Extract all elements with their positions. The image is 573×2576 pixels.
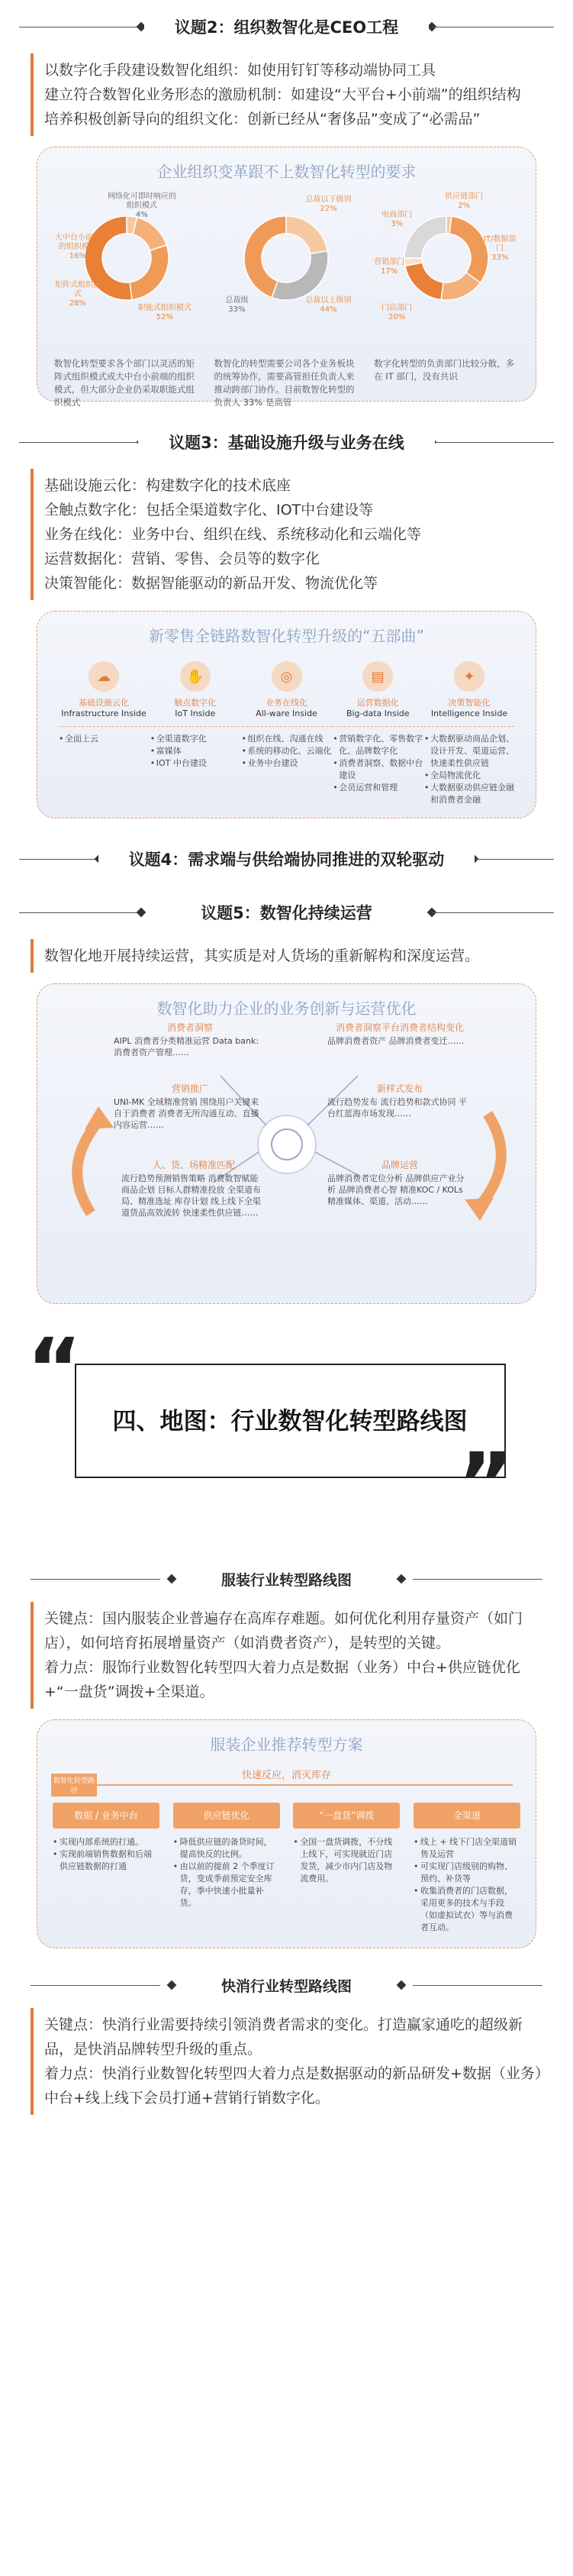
list-item: • 营销数字化、零售数字化、品牌数字化 (333, 733, 423, 757)
five-steps-card (37, 611, 536, 818)
step-label: 供应链优化 (173, 1803, 280, 1829)
ops-diagram-card (37, 983, 536, 1304)
list-item: • IOT 中台建设 (150, 757, 240, 770)
flow-step (414, 1803, 520, 1934)
pie-chart-2 (240, 212, 332, 304)
box-marketing (114, 1083, 266, 1131)
quote-open-icon: “ (27, 1320, 82, 1418)
quote-close-icon: ” (458, 1435, 513, 1532)
part4-quote (23, 1320, 550, 1533)
flow-step (293, 1803, 400, 1934)
pie-label (54, 234, 101, 261)
box-text: 品牌消费者定位分析 品牌供应产业分析 品牌消费者心智 精准KOC / KOLs 精准媒体、渠道、活动…… (327, 1173, 465, 1206)
apparel-title: 服装行业转型路线图 (191, 1569, 382, 1590)
pie-label-text: 电商部门 (381, 211, 413, 219)
chart-title: 新零售全链路数智化转型升级的“五部曲” (149, 627, 424, 645)
cycle-arrow-left (77, 1122, 98, 1213)
pie-label-text: 矩阵式组织模式 (54, 281, 101, 299)
divider (19, 859, 99, 860)
step-en: Big-data Inside (346, 709, 410, 718)
list-item: • 富媒体 (150, 745, 240, 757)
pie-1 (54, 189, 199, 357)
pie-slice (405, 263, 443, 300)
pie-value: 22% (320, 205, 337, 213)
pie-label (298, 195, 359, 214)
org-chart-card (37, 147, 536, 408)
apparel-header (0, 1556, 573, 1602)
pie-label-text: 总裁级 (225, 296, 249, 305)
box-consumer-insight (114, 1022, 266, 1058)
path-tag: 数智化转型路径 (51, 1774, 97, 1796)
step-en: All-ware Inside (256, 709, 317, 718)
pie-2 (214, 189, 359, 357)
box-consumer-platform (327, 1022, 472, 1047)
step-label: 全渠道 (414, 1803, 520, 1829)
pie-value: 28% (69, 299, 86, 308)
pie-desc-2: 数智化的转型需要公司各个业务板块的统筹协作，需要高管担任负责人来推动跨部门协作。目前数智化转型的负责人 33% 是高管 (214, 358, 355, 408)
pie-label (298, 296, 359, 315)
chart-title: 企业组织变革跟不上数智化转型的要求 (156, 163, 417, 181)
fmcg-header (0, 1962, 573, 2008)
pie-label (130, 304, 199, 322)
pie-desc-1: 数智化转型要求各个部门以灵活的矩阵式组织模式或大中台小前端的组织模式，但大部分企业仍采取职能式组织模式 (53, 358, 195, 408)
pie-label-text: 总裁以下级别 (305, 195, 352, 204)
list-item: • 系统的移动化、云端化 (242, 745, 332, 757)
pie-3 (374, 189, 519, 357)
pie-label (374, 304, 420, 322)
list-item: • 实现内部系统的打通。 (53, 1836, 159, 1848)
list-item: • 消费者洞察、数据中台建设 (333, 757, 423, 782)
list-item: • 实现前端销售数据和后端供应链数据的打通 (53, 1848, 159, 1873)
list-item: • 会员运营和管理 (333, 782, 423, 794)
pie-value: 52% (156, 313, 173, 321)
pie-slice (130, 245, 169, 300)
issue5-header (0, 886, 573, 939)
paragraph: 培养积极创新导向的组织文化：创新已经从“奢侈品”变成了“必需品” (44, 111, 481, 128)
online-icon: ◎ (272, 661, 302, 692)
pie-label (214, 296, 259, 315)
cycle-arrow-right (480, 1114, 501, 1206)
center-circle (258, 1115, 316, 1173)
box-text: 流行趋势预测销售策略 消费数智赋能商品企划 目标人群精准投放 全渠道布局、精准选址 库存计划 线上线下全渠道货品高效流转 快速柔性供应链…… (121, 1173, 261, 1218)
list-item: • 全国一盘货调拨，不分线上线下，可实现就近门店发货，减少市内门店及物流费用。 (293, 1836, 400, 1885)
paragraph: 着力点：服饰行业数智化转型四大着力点是数据（业务）中台+供应链优化+“一盘货”调拨+全渠道。 (44, 1659, 520, 1700)
pie-label-text: 网络化可即时响应的组织模式 (107, 192, 176, 210)
flow-step (53, 1803, 159, 1934)
box-title: 消费者洞察 (166, 1022, 213, 1033)
divider (19, 912, 141, 913)
issue5-body (31, 939, 558, 973)
pie-descriptions (37, 357, 536, 424)
arrow-head (85, 1106, 114, 1129)
part4-title: 四、地图：行业数智化转型路线图 (112, 1408, 468, 1435)
list-item: • 大数据驱动商品企划、设计开发、渠道运营、快速柔性供应链 (424, 733, 514, 770)
paragraph: 决策智能化：数据智能驱动的新品开发、物流优化等 (44, 575, 378, 592)
box-text: AIPL 消费者分类精准运营 Data bank: 消费者资产管理…… (114, 1036, 259, 1057)
chart-title: 数智化助力企业的业务创新与运营优化 (156, 999, 417, 1018)
box-title: 品牌运营 (381, 1160, 418, 1170)
chart-title: 服装企业推荐转型方案 (210, 1735, 363, 1754)
pie-value: 17% (381, 267, 398, 276)
divider (31, 1985, 160, 1986)
paragraph: 以数字化手段建设数智化组织：如使用钉钉等移动端协同工具 (44, 62, 436, 79)
pie-label-text: 职能式组织模式 (137, 304, 192, 312)
pie-row (37, 182, 536, 357)
data-icon: ▤ (362, 661, 393, 692)
pie-value: 2% (458, 202, 471, 210)
brain-icon: ✦ (454, 661, 484, 692)
list-item: • 可实现门店级别的购物、预约、补货等 (414, 1861, 520, 1885)
step-en: Intelligence Inside (430, 709, 508, 718)
pie-label-text: 大中台小前端的组织模式 (54, 234, 101, 251)
step-cn: 决策智能化 (448, 698, 491, 708)
five-steps (37, 646, 536, 829)
fmcg-body (31, 2008, 558, 2115)
list-item: • 由以前的提前 2 个季度订货，变成季前预定安全库存，季中快速小批量补货。 (173, 1861, 280, 1909)
box-text: UNI-MK 全域精准营销 围绕用户关键来自于消费者 消费者无所沟通互动、直播内容运营…… (114, 1097, 259, 1130)
pie-value: 33% (228, 305, 246, 314)
pie-label-text: IT/数据部门 (483, 235, 517, 253)
box-title: 人、货、场精准匹配 (152, 1160, 235, 1170)
pie-value: 16% (69, 252, 86, 260)
paragraph: 着力点：快消行业数智化转型四大着力点是数据驱动的新品研发+数据（业务）中台+线上线下会员打通+营销行销数字化。 (44, 2065, 549, 2106)
arrow-line (60, 1784, 513, 1790)
list-item: • 业务中台建设 (242, 757, 332, 770)
paragraph: 关键点：快消行业需要持续引领消费者需求的变化。打造赢家通吃的超级新品，是快消品牌转型升级的重点。 (44, 2016, 523, 2058)
step-label: 数据 / 业务中台 (53, 1803, 159, 1829)
step-col (424, 661, 514, 806)
list-item: • 全局物流优化 (424, 770, 514, 782)
pie-label (433, 192, 494, 211)
touch-icon: ✋ (180, 661, 211, 692)
pie-label-text: 门店部门 (381, 304, 413, 312)
divider (432, 442, 554, 443)
pie-label (374, 211, 420, 229)
issue5-title: 议题5：数智化持续运营 (170, 901, 403, 924)
divider (413, 1579, 542, 1580)
issue3-title: 议题3：基础设施升级与业务在线 (138, 431, 435, 454)
box-new-style (327, 1083, 472, 1119)
issue3-body (31, 469, 558, 600)
divider (413, 1985, 542, 1986)
box-title: 营销推广 (171, 1083, 208, 1094)
list-item: • 全面上云 (59, 733, 149, 745)
issue4-title: 议题4：需求端与供给端协同推进的双轮驱动 (98, 847, 475, 870)
box-text: 品牌消费者资产 品牌消费者变迁…… (327, 1036, 465, 1046)
pie-label (481, 235, 519, 263)
step-en: Infrastructure Inside (61, 709, 146, 718)
diamond-icon (167, 1574, 177, 1584)
list-item: • 线上 + 线下门店全渠道销售及运营 (414, 1836, 520, 1861)
pie-desc-3: 数字化转型的负责部门比较分散，多在 IT 部门，没有共识 (374, 358, 515, 382)
pie-label (54, 281, 101, 308)
pie-label-text: 营销部门 (374, 258, 405, 266)
paragraph: 基础设施云化：构建数字化的技术底座 (44, 477, 291, 494)
pie-label (374, 258, 404, 276)
box-title: 新样式发布 (376, 1083, 423, 1094)
box-text: 流行趋势发布 流行趋势和款式协同 平台红蓝海市场发现…… (327, 1097, 467, 1119)
flow-step (173, 1803, 280, 1934)
list-item: • 组织在线、沟通在线 (242, 733, 332, 745)
divider (31, 1579, 160, 1580)
paragraph: 建立符合数智化业务形态的激励机制：如建设“大平台+小前端”的组织结构 (44, 86, 521, 103)
diamond-icon (397, 1980, 407, 1990)
pie-value: 44% (320, 305, 337, 314)
paragraph: 关键点：国内服装企业普遍存在高库存难题。如何优化利用存量资产（如门店），如何培育拓展增量资产（如消费者资产），是转型的关键。 (44, 1610, 523, 1651)
pie-label (108, 192, 176, 220)
paragraph: 数智化地开展持续运营，其实质是对人货场的重新解构和深度运营。 (44, 947, 480, 964)
step-col (242, 661, 332, 806)
step-cn: 运营数据化 (356, 698, 399, 708)
step-cn: 业务在线化 (266, 698, 307, 708)
divider (19, 442, 141, 443)
box-brand-ops (327, 1160, 472, 1207)
step-label: “一盘货”调拨 (293, 1803, 400, 1829)
list-item: • 全渠道数字化 (150, 733, 240, 745)
flow-steps (37, 1790, 536, 1952)
step-cn: 触点数字化 (174, 698, 217, 708)
apparel-plan-card (37, 1719, 536, 1948)
issue2-title: 议题2：组织数智化是CEO工程 (144, 15, 429, 38)
paragraph: 业务在线化：业务中台、组织在线、系统移动化和云端化等 (44, 526, 422, 543)
arrow-label: 快速反应，消灭库存 (241, 1770, 331, 1781)
box-title: 消费者洞察平台消费者结构变化 (335, 1022, 464, 1033)
divider (432, 912, 554, 913)
diamond-icon (137, 908, 146, 918)
apparel-body (31, 1602, 558, 1709)
paragraph: 运营数据化：营销、零售、会员等的数字化 (44, 550, 320, 567)
diamond-icon (397, 1574, 407, 1584)
cloud-icon: ☁ (89, 661, 119, 692)
paragraph: 全触点数字化：包括全渠道数字化、IOT中台建设等 (44, 502, 374, 518)
step-cn: 基础设施云化 (79, 698, 129, 708)
pie-value: 20% (388, 313, 406, 321)
pie-slice (272, 250, 329, 300)
issue2-body (31, 53, 558, 136)
pie-slice (133, 218, 166, 250)
list-item: • 降低供应链的备货时间，提高快反的比例。 (173, 1836, 280, 1861)
fmcg-title: 快消行业转型路线图 (191, 1975, 382, 1996)
step-col (59, 661, 149, 806)
pie-value: 4% (135, 211, 148, 219)
list-item: • 大数据驱动供应链金融和消费者金融 (424, 782, 514, 806)
pie-slice (286, 216, 327, 253)
box-matching (121, 1160, 266, 1219)
pie-label-text: 供应链部门 (445, 192, 484, 201)
issue3-header (0, 415, 573, 469)
pie-value: 3% (391, 220, 404, 228)
pie-value: 33% (491, 253, 509, 262)
step-col (333, 661, 423, 806)
step-col (150, 661, 240, 806)
list-item: • 收集消费者的门店数据，采用更多的技术与手段（如虚拟试衣）等与消费者互动。 (414, 1885, 520, 1934)
diamond-icon (167, 1980, 177, 1990)
issue2-header (0, 0, 573, 53)
pie-label-text: 总裁以上级别 (305, 296, 352, 305)
step-en: IoT Inside (175, 709, 216, 718)
divider (474, 859, 554, 860)
issue4-header (0, 832, 573, 886)
